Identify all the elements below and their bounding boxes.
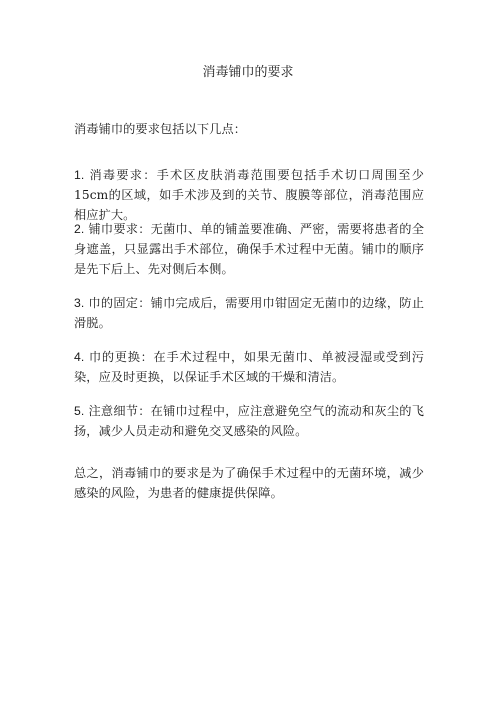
list-item-text: 巾的更换：在手术过程中，如果无菌巾、单被浸湿或受到污染，应及时更换，以保证手术区域的干燥和清洁。 bbox=[74, 350, 424, 384]
list-item-number: 5. bbox=[74, 404, 85, 418]
list-item-number: 4. bbox=[74, 350, 85, 364]
list-item bbox=[74, 347, 424, 387]
list-item bbox=[74, 165, 424, 225]
list-item bbox=[74, 219, 424, 279]
list-item bbox=[74, 401, 424, 441]
list-item-text: 消毒要求：手术区皮肤消毒范围要包括手术切口周围至少15cm的区域，如手术涉及到的关节、腹膜等部位，消毒范围应相应扩大。 bbox=[74, 168, 425, 222]
summary-paragraph: 总之，消毒铺巾的要求是为了确保手术过程中的无菌环境，减少感染的风险，为患者的健康提供保障。 bbox=[74, 466, 424, 500]
list-item-text: 铺巾要求：无菌巾、单的铺盖要准确、严密，需要将患者的全身遮盖，只显露出手术部位，确保手术过程中无菌。铺巾的顺序是先下后上、先对侧后本侧。 bbox=[74, 222, 424, 276]
intro-paragraph: 消毒铺巾的要求包括以下几点： bbox=[74, 122, 247, 136]
document-title: 消毒铺巾的要求 bbox=[202, 65, 294, 80]
list-item-number: 2. bbox=[74, 222, 85, 236]
list-item-text: 注意细节：在铺巾过程中，应注意避免空气的流动和灰尘的飞扬，减少人员走动和避免交叉感染的风险。 bbox=[74, 404, 424, 438]
list-item-number: 3. bbox=[74, 296, 85, 310]
list-item bbox=[74, 293, 424, 333]
list-item-number: 1. bbox=[74, 168, 85, 182]
list-item-text: 巾的固定：铺巾完成后，需要用巾钳固定无菌巾的边缘，防止滑脱。 bbox=[74, 296, 424, 330]
